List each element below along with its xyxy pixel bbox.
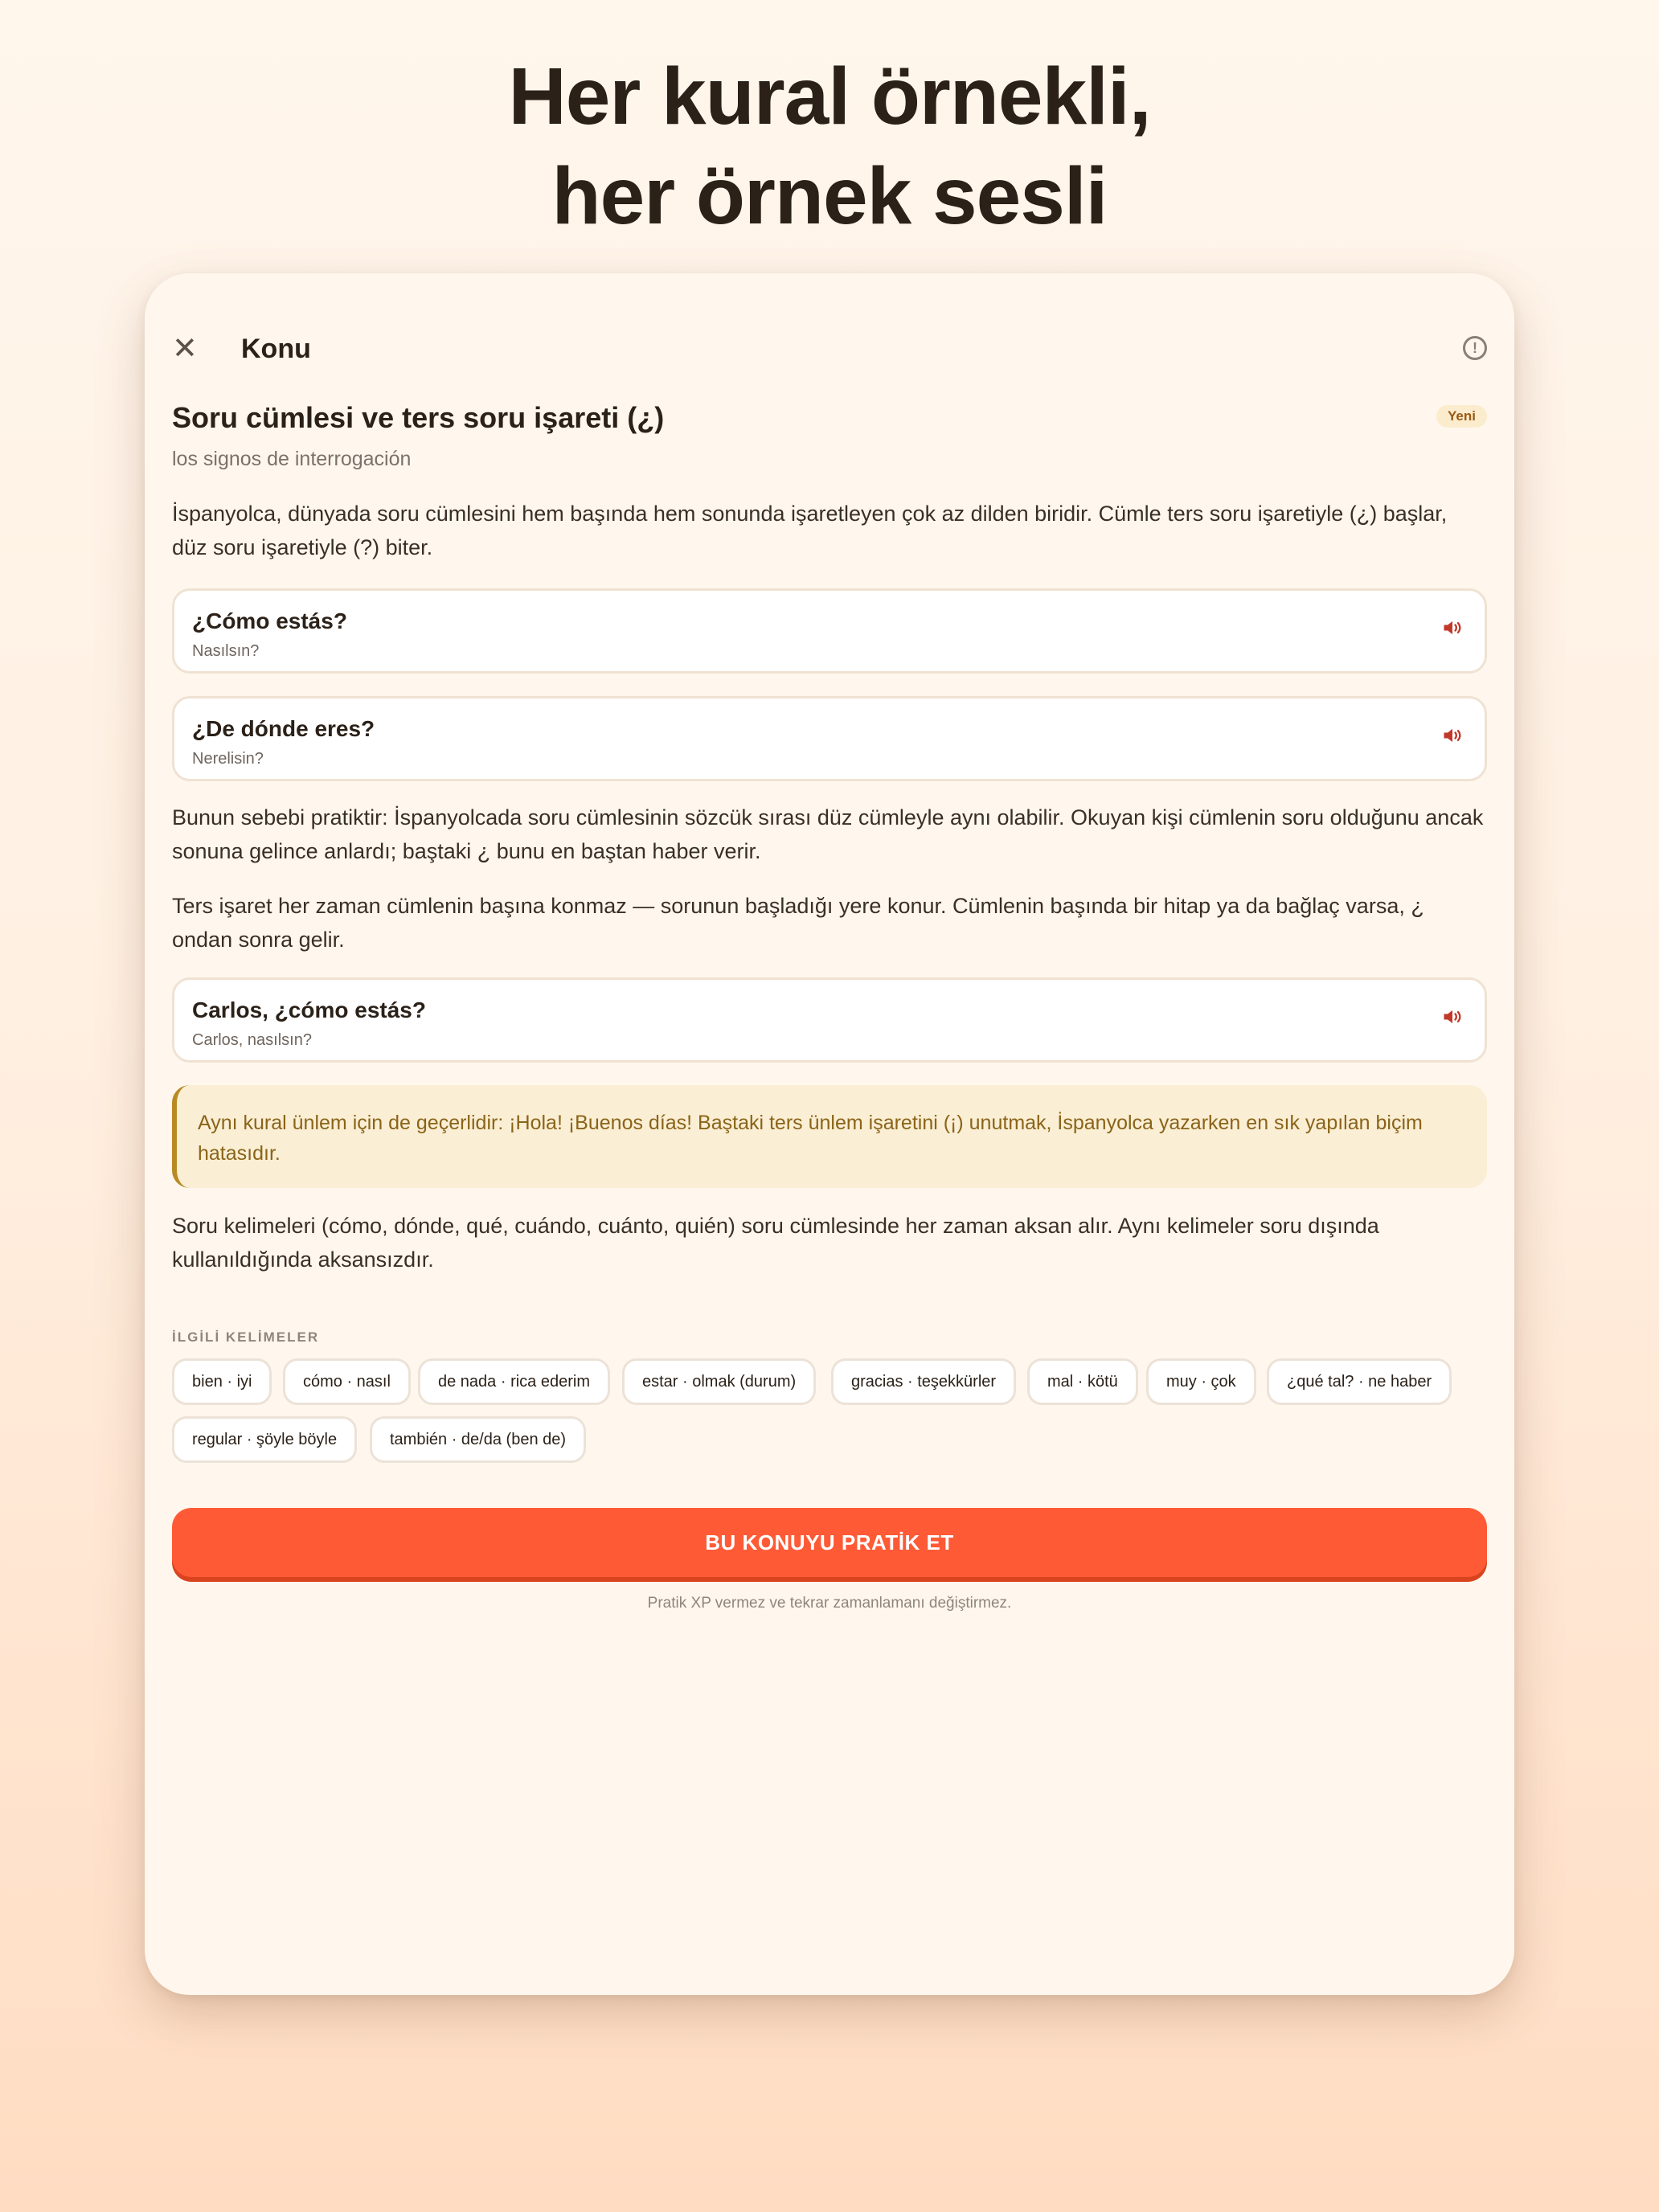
related-word-chip[interactable]: gracias · teşekkürler [831,1358,1016,1405]
related-word-chip[interactable]: mal · kötü [1027,1358,1138,1405]
topic-subtitle: los signos de interrogación [172,448,412,470]
headline-line-2: her örnek sesli [551,151,1108,241]
topic-title: Soru cümlesi ve ters soru işareti (¿) [172,401,665,434]
top-bar [172,325,1487,373]
info-icon[interactable]: ! [1463,336,1487,360]
related-word-chip[interactable]: ¿qué tal? · ne haber [1267,1358,1452,1405]
speaker-icon[interactable] [1441,724,1464,747]
example-card [172,977,1487,1063]
related-word-chip[interactable]: estar · olmak (durum) [622,1358,816,1405]
example-spanish: ¿De dónde eres? [192,716,375,741]
example-translation: Carlos, nasılsın? [192,1031,312,1049]
example-spanish: ¿Cómo estás? [192,608,347,633]
paragraph-accents: Soru kelimeleri (cómo, dónde, qué, cuándo, cuánto, quién) soru cümlesinde her zaman aksan alır. Aynı kelimeler soru dışında kullanıldığında aksansızdır. [172,1214,1379,1272]
paragraph-intro: İspanyolca, dünyada soru cümlesini hem başında hem sonunda işaretleyen çok az dilden biridir. Cümle ters soru işaretiyle (¿) başlar, düz soru işaretiyle (?) biter. [172,502,1448,559]
related-word-chip[interactable]: bien · iyi [172,1358,272,1405]
marketing-headline [0,47,1659,246]
related-word-chip[interactable]: de nada · rica ederim [418,1358,610,1405]
practice-note: Pratik XP vermez ve tekrar zamanlamanı değiştirmez. [647,1595,1012,1612]
paragraph-reason: Bunun sebebi pratiktir: İspanyolcada soru cümlesinin sözcük sırası düz cümleyle aynı olabilir. Okuyan kişi cümlenin soru olduğunu ancak sonuna gelince anlardı; baştaki ¿ bunu en baştan haber verir. [172,805,1484,863]
paragraph-placement: Ters işaret her zaman cümlenin başına konmaz — sorunun başladığı yere konur. Cümlenin başında bir hitap ya da bağlaç varsa, ¿ ondan sonra gelir. [172,894,1424,952]
new-badge: Yeni [1436,405,1487,428]
related-word-chip[interactable]: muy · çok [1146,1358,1256,1405]
example-translation: Nasılsın? [192,642,260,660]
related-words-label: İLGİLİ KELİMELER [172,1329,320,1345]
example-card [172,696,1487,781]
related-word-chip[interactable]: regular · şöyle böyle [172,1416,357,1463]
note-callout: Aynı kural ünlem için de geçerlidir: ¡Hola! ¡Buenos días! Baştaki ters ünlem işaretini (¡) unutmak, İspanyolca yazarken en sık yapılan biçim hatasıdır. [172,1085,1487,1188]
speaker-icon[interactable] [1441,1006,1464,1028]
related-word-chip[interactable]: cómo · nasıl [283,1358,411,1405]
example-translation: Nerelisin? [192,750,264,768]
headline-line-1: Her kural örnekli, [508,51,1151,141]
close-icon[interactable]: ✕ [172,332,198,366]
example-spanish: Carlos, ¿cómo estás? [192,997,426,1022]
topbar-title: Konu [241,334,311,364]
topic-title-row [172,399,1487,437]
speaker-icon[interactable] [1441,616,1464,639]
app-window [145,273,1514,1995]
related-word-chip[interactable]: también · de/da (ben de) [370,1416,586,1463]
example-card [172,588,1487,674]
practice-topic-button[interactable]: BU KONUYU PRATİK ET [172,1508,1487,1577]
